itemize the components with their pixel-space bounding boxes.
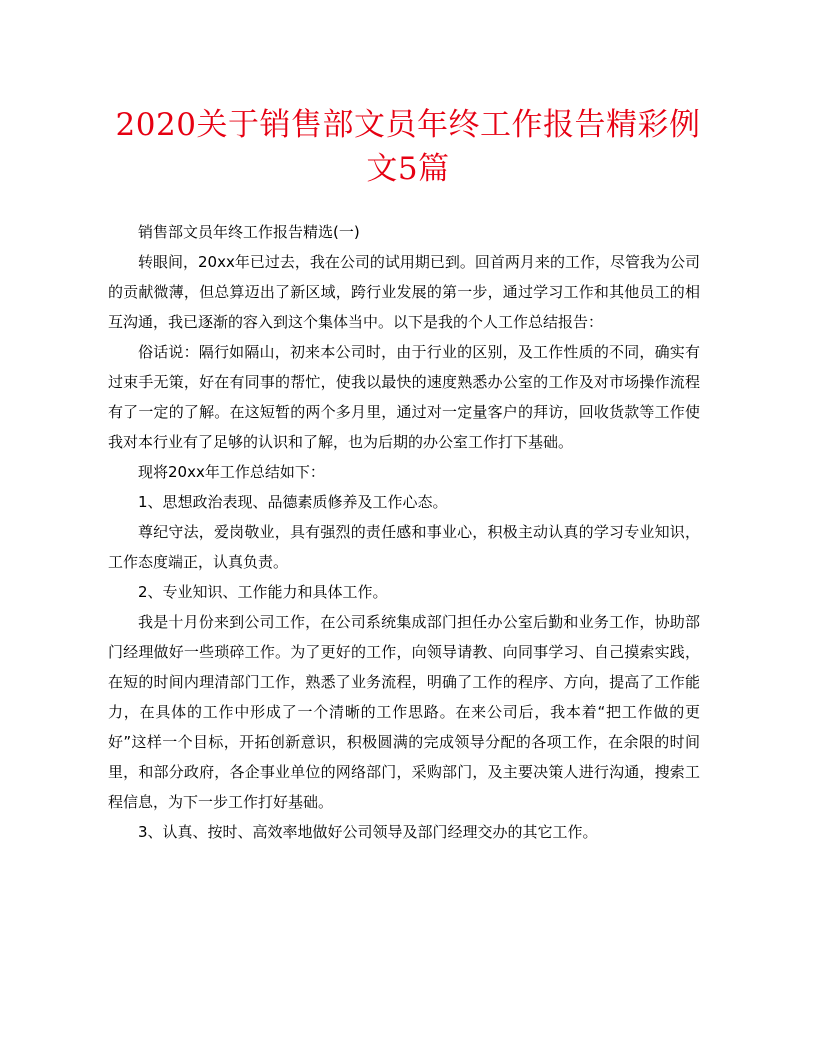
- paragraph: 尊纪守法，爱岗敬业，具有强烈的责任感和事业心，积极主动认真的学习专业知识，工作态度端正，认真负责。: [108, 523, 700, 571]
- numbered-heading: 1、思想政治表现、品德素质修养及工作心态。: [138, 493, 448, 511]
- document-title: 2020关于销售部文员年终工作报告精彩例文5篇: [115, 107, 701, 187]
- section-heading: 销售部文员年终工作报告精选(一): [138, 223, 360, 241]
- numbered-heading: 2、专业知识、工作能力和具体工作。: [138, 583, 388, 601]
- paragraph: 转眼间，20xx年已过去，我在公司的试用期已到。回首两月来的工作，尽管我为公司的贡献微薄，但总算迈出了新区域，跨行业发展的第一步，通过学习工作和其他员工的相互沟通，我已逐渐的容入到这个集体当中。以下是我的个人工作总结报告：: [108, 253, 700, 331]
- paragraph: 俗话说：隔行如隔山，初来本公司时，由于行业的区别，及工作性质的不同，确实有过束手无策，好在有同事的帮忙，使我以最快的速度熟悉办公室的工作及对市场操作流程有了一定的了解。在这短暂的两个多月里，通过对一定量客户的拜访，回收货款等工作使我对本行业有了足够的认识和了解，也为后期的办公室工作打下基础。: [108, 343, 700, 451]
- document-body: [108, 217, 700, 847]
- paragraph: 我是十月份来到公司工作，在公司系统集成部门担任办公室后勤和业务工作，协助部门经理做好一些琐碎工作。为了更好的工作，向领导请教、向同事学习、自己摸索实践，在短的时间内理清部门工作，熟悉了业务流程，明确了工作的程序、方向，提高了工作能力，在具体的工作中形成了一个清晰的工作思路。在来公司后，我本着“把工作做的更好”这样一个目标，开拓创新意识，积极圆满的完成领导分配的各项工作，在余限的时间里，和部分政府，各企事业单位的网络部门，采购部门，及主要决策人进行沟通，搜索工程信息，为下一步工作打好基础。: [108, 613, 700, 811]
- paragraph: 现将20xx年工作总结如下：: [138, 463, 325, 481]
- numbered-heading: 3、认真、按时、高效率地做好公司领导及部门经理交办的其它工作。: [138, 823, 598, 841]
